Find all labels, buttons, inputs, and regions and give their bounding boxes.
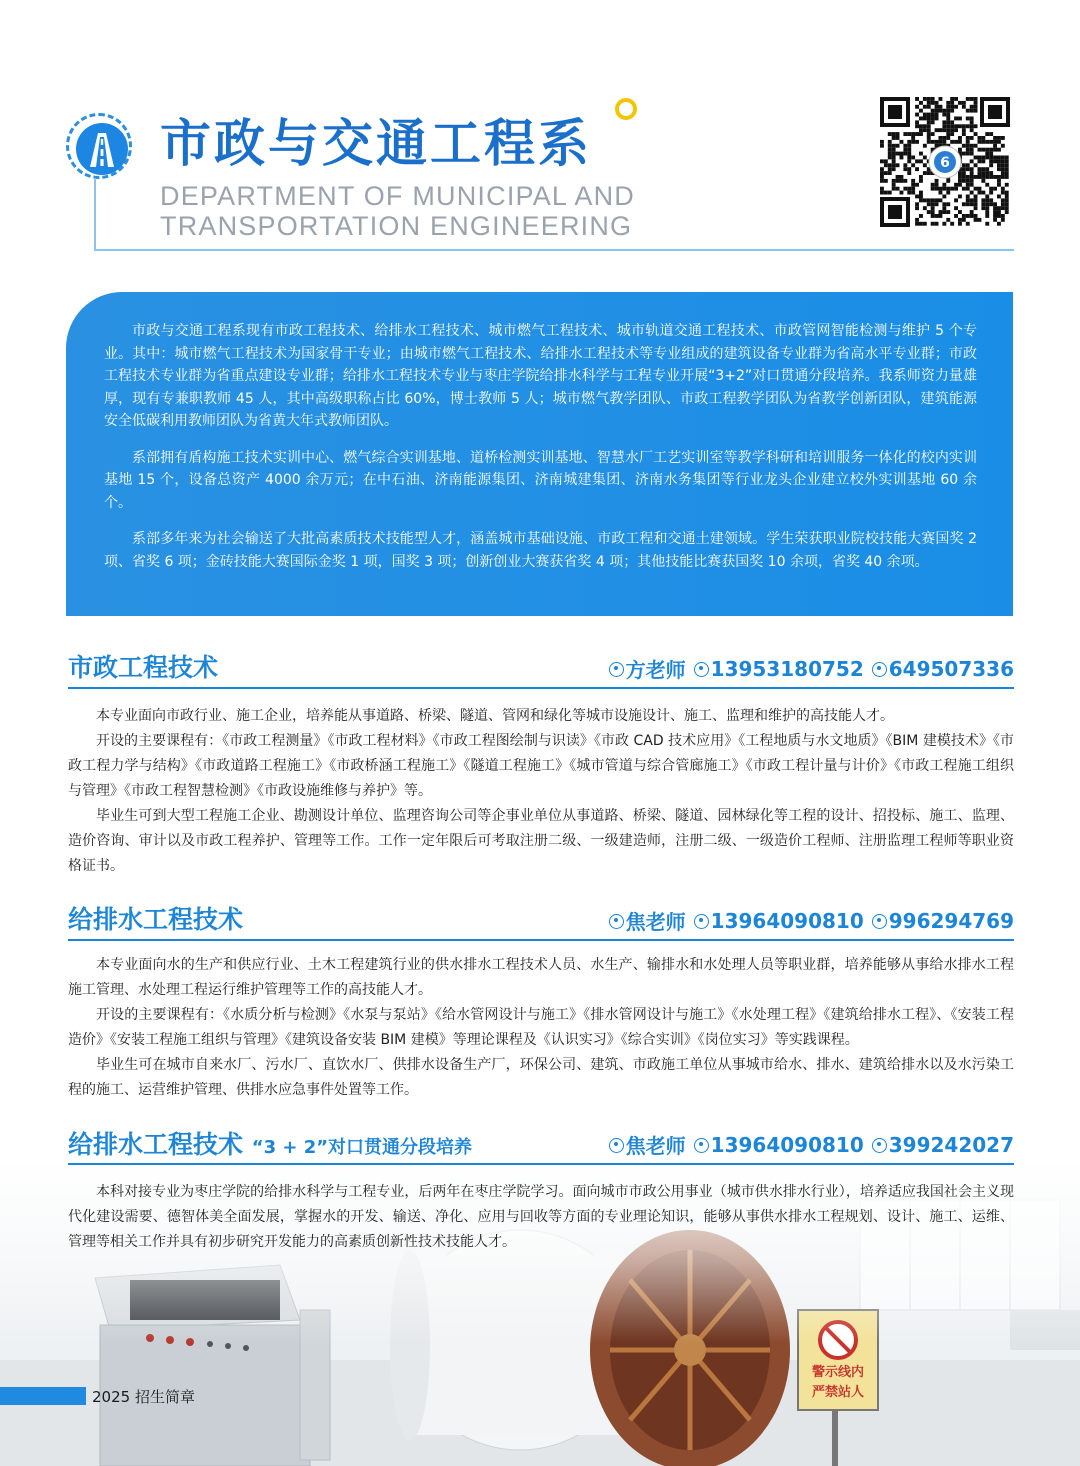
section-paragraph: 本专业面向市政行业、施工企业，培养能从事道路、桥梁、隧道、管网和绿化等城市设施设计、施工、监理和维护的高技能人才。 bbox=[96, 708, 894, 724]
person-icon bbox=[609, 662, 624, 677]
teacher-qq[interactable]: 649507336 bbox=[888, 656, 1014, 681]
qq-icon bbox=[872, 1138, 887, 1153]
qq-icon bbox=[872, 914, 887, 929]
section-body-3plus2 bbox=[68, 1180, 1014, 1255]
section-title-3plus2 bbox=[68, 1125, 472, 1161]
contact-municipal bbox=[601, 654, 1014, 683]
teacher-name: 焦老师 bbox=[625, 1134, 686, 1158]
road-icon bbox=[76, 123, 128, 175]
header-divider bbox=[94, 249, 1014, 251]
phone-icon bbox=[694, 914, 709, 929]
person-icon bbox=[609, 914, 624, 929]
contact-water bbox=[601, 906, 1014, 935]
subtitle-line-2: TRANSPORTATION ENGINEERING bbox=[160, 211, 633, 241]
decorative-circle bbox=[615, 98, 637, 120]
intro-paragraph: 系部拥有盾构施工技术实训中心、燃气综合实训基地、道桥检测实训基地、智慧水厂工艺实训室等教学科研和培训服务一体化的校内实训基地 15 个，设备总资产 4000 余万元；在中石油、济南能源集团、济南城建集团、济南水务集团等行业龙头企业建立校外实训基地 60 余个。 bbox=[104, 449, 977, 511]
section-title-municipal bbox=[68, 648, 218, 684]
contact-3plus2 bbox=[601, 1130, 1014, 1159]
teacher-name: 焦老师 bbox=[625, 910, 686, 934]
section-title-text: 给排水工程技术 bbox=[68, 905, 244, 934]
page-subtitle-en bbox=[160, 181, 635, 241]
page-title: 市政与交通工程系 bbox=[160, 115, 593, 174]
section-paragraph: 本专业面向水的生产和供应行业、土木工程建筑行业的供水排水工程技术人员、水生产、输排水和水处理人员等职业群，培养能够从事给水排水工程施工管理、水处理工程运行维护管理等工作的高技能人才。 bbox=[68, 957, 1014, 998]
section-paragraph: 开设的主要课程有：《水质分析与检测》《水泵与泵站》《给水管网设计与施工》《排水管网设计与施工》《水处理工程》《建筑给排水工程》、《安装工程造价》《安装工程施工组织与管理》《建筑设备安装 BIM 建模》等理论课程及《认识实习》《综合实训》《岗位实习》等实践课程。 bbox=[68, 1007, 1014, 1048]
section-divider bbox=[68, 939, 1014, 941]
section-paragraph: 毕业生可在城市自来水厂、污水厂、直饮水厂、供排水设备生产厂，环保公司、建筑、市政施工单位从事城市给水、排水、建筑给排水以及水污染工程的施工、运营维护管理、供排水应急事件处置等工作。 bbox=[68, 1057, 1014, 1098]
footer-label: 2025 招生简章 bbox=[92, 1388, 195, 1406]
section-body-municipal bbox=[68, 704, 1014, 879]
section-divider bbox=[68, 1163, 1014, 1165]
section-paragraph: 开设的主要课程有：《市政工程测量》《市政工程材料》《市政工程图绘制与识读》《市政 CAD 技术应用》《工程地质与水文地质》《BIM 建模技术》《市政工程力学与结构》《市政道路工程施工》《市政桥涵工程施工》《隧道工程施工》《城市管道与综合管廊施工》《市政工程计量与计价》《市政工程施工组织与管理》《市政工程智慧检测》《市政设施维修与养护》等。 bbox=[68, 733, 1014, 799]
footer-accent-bar bbox=[0, 1387, 86, 1405]
section-title-sub: “3 + 2”对口贯通分段培养 bbox=[251, 1137, 473, 1158]
intro-box bbox=[66, 292, 1013, 616]
teacher-phone[interactable]: 13964090810 bbox=[710, 1132, 864, 1157]
svg-text:6: 6 bbox=[940, 155, 950, 171]
section-title-text: 市政工程技术 bbox=[68, 653, 219, 682]
teacher-phone[interactable]: 13964090810 bbox=[710, 908, 864, 933]
qr-code[interactable] bbox=[878, 95, 1012, 229]
teacher-phone[interactable]: 13953180752 bbox=[710, 656, 864, 681]
intro-paragraph: 市政与交通工程系现有市政工程技术、给排水工程技术、城市燃气工程技术、城市轨道交通工程技术、市政管网智能检测与维护 5 个专业。其中：城市燃气工程技术为国家骨干专业；由城市燃气工程技术、给排水工程技术等专业组成的建筑设备专业群为省高水平专业群；市政工程技术专业群为省重点建设专业群；给排水工程技术专业与枣庄学院给排水科学与工程专业开展“3+2”对口贯通分段培养。我系师资力量雄厚，现有专兼职教师 45 人，其中高级职称占比 60%，博士教师 5 人；城市燃气教学团队、市政工程教学团队为省教学创新团队，建筑能源安全低碳利用教师团队为省黄大年式教师团队。 bbox=[104, 323, 977, 429]
section-title-text: 给排水工程技术 bbox=[68, 1130, 244, 1159]
subtitle-line-1: DEPARTMENT OF MUNICIPAL AND bbox=[160, 181, 635, 211]
section-body-water bbox=[68, 953, 1014, 1103]
person-icon bbox=[609, 1138, 624, 1153]
section-divider bbox=[68, 687, 1014, 689]
teacher-qq[interactable]: 399242027 bbox=[888, 1132, 1014, 1157]
section-title-water bbox=[68, 900, 243, 936]
teacher-qq[interactable]: 996294769 bbox=[888, 908, 1014, 933]
teacher-name: 方老师 bbox=[625, 658, 686, 682]
phone-icon bbox=[694, 662, 709, 677]
intro-paragraph: 系部多年来为社会输送了大批高素质技术技能型人才，涵盖城市基础设施、市政工程和交通土建领域。学生荣获职业院校技能大赛国奖 2 项、省奖 6 项；金砖技能大赛国际金奖 1 项，国奖 3 项；创新创业大赛获省奖 4 项；其他技能比赛获国奖 10 余项，省奖 40 余项。 bbox=[104, 531, 977, 570]
section-paragraph: 本科对接专业为枣庄学院的给排水科学与工程专业，后两年在枣庄学院学习。面向城市市政公用事业（城市供水排水行业），培养适应我国社会主义现代化建设需要、德智体美全面发展，掌握水的开发、输送、净化、应用与回收等方面的专业理论知识，能够从事供水排水工程规划、设计、施工、运维、管理等相关工作并具有初步研究开发能力的高素质创新性技术技能人才。 bbox=[68, 1184, 1014, 1250]
qq-icon bbox=[872, 662, 887, 677]
phone-icon bbox=[694, 1138, 709, 1153]
header-vertical-line bbox=[94, 178, 96, 250]
section-paragraph: 毕业生可到大型工程施工企业、勘测设计单位、监理咨询公司等企事业单位从事道路、桥梁、隧道、园林绿化等工程的设计、招投标、施工、监理、造价咨询、审计以及市政工程养护、管理等工作。工作一定年限后可考取注册二级、一级建造师，注册二级、一级造价工程师、注册监理工程师等职业资格证书。 bbox=[68, 808, 1014, 874]
